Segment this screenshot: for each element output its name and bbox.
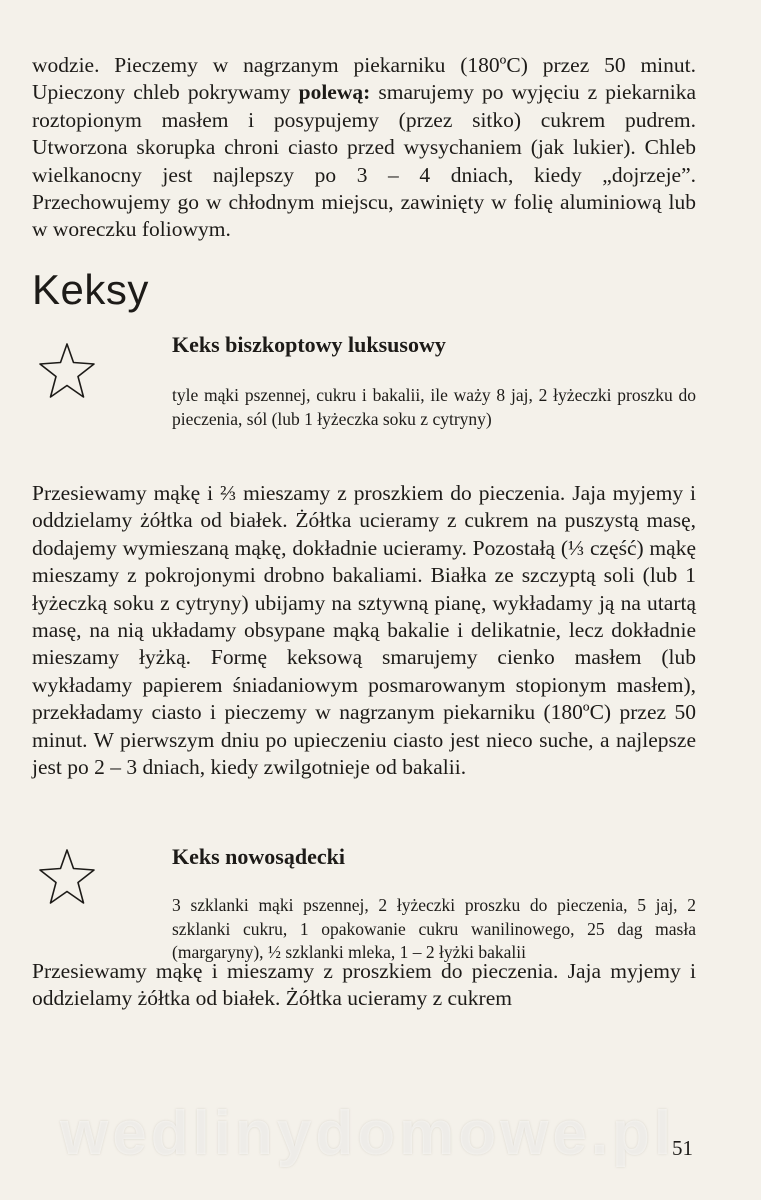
star-icon bbox=[36, 340, 98, 402]
continuation-text-end: smarujemy po wyjęciu z piekarnika roztopionym masłem i posypujemy (przez sitko) cukrem pudrem. Utworzona skorupka chroni ciasto przed wysychaniem (jak lukier). Chleb wielkanocny jest najlepszy po 3 – 4 dniach, kiedy „dojrzeje”. Przechowujemy go w chłodnym miejscu, zawinięty w folię aluminiową lub w woreczku foliowym. bbox=[32, 80, 697, 242]
ingredients-list: tyle mąki pszennej, cukru i bakalii, ile waży 8 jaj, 2 łyżeczki proszku do pieczenia, sól (lub 1 łyżeczka soku z cytryny) bbox=[172, 385, 696, 429]
recipe-title: Keks biszkoptowy luksusowy bbox=[172, 332, 446, 357]
glaze-term: polewą: bbox=[298, 80, 371, 105]
star-icon bbox=[36, 846, 98, 908]
recipe-method: Przesiewamy mąkę i ⅔ mieszamy z proszkiem do pieczenia. Jaja myjemy i oddzielamy żółtka od białek. Żółtka ucieramy z cukrem na puszystą masę, dodajemy wymieszaną mąkę, dokładnie ucieramy. Pozostałą (⅓ część) mąkę mieszamy z pokrojonymi drobno bakaliami. Białka ze szczyptą soli (lub 1 łyżeczką soku z cytryny) ubijamy na sztywną pianę, wykładamy ją na utartą masę, na nią układamy obsypane mąką bakalie i delikatnie, lecz dokładnie mieszamy łyżką. Formę keksową smarujemy cienko masłem (lub wykładamy papierem śniadaniowym posmarowanym stopionym masłem), przekładamy ciasto i pieczemy w nagrzanym piekarniku (180ºC) przez 50 minut. W pierwszym dniu po upieczeniu ciasto jest nieco suche, a najlepsze jest po 2 – 3 dniach, kiedy zwilgotnieje od bakalii. bbox=[32, 481, 696, 780]
watermark: wedlinydomowe.pl bbox=[60, 1099, 676, 1168]
page-number: 51 bbox=[672, 1136, 693, 1160]
continuation-text-start: wodzie. Pieczemy w nagrzanym piekarniku (180ºC) przez 50 minut. Upieczony chleb pokrywamy bbox=[32, 53, 696, 105]
section-title: Keksy bbox=[32, 266, 149, 313]
continuation-paragraph bbox=[32, 52, 696, 244]
recipe-title: Keks nowosądecki bbox=[172, 844, 345, 869]
recipe-method: Przesiewamy mąkę i mieszamy z proszkiem do pieczenia. Jaja myjemy i oddzielamy żółtka od białek. Żółtka ucieramy z cukrem bbox=[32, 959, 696, 1011]
ingredients-list: 3 szklanki mąki pszennej, 2 łyżeczki proszku do pieczenia, 5 jaj, 2 szklanki cukru, 1 opakowanie cukru wanilinowego, 25 dag masła (margaryny), ½ szklanki mleka, 1 – 2 łyżki bakalii bbox=[172, 895, 696, 962]
